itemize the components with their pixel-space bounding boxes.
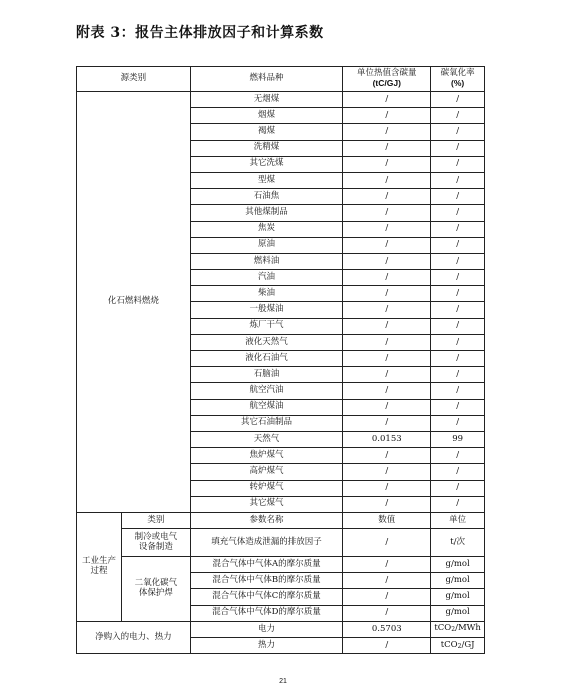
header-oxid-line1: 碳氧化率 — [440, 67, 475, 78]
carbon-content-value: / — [343, 140, 431, 156]
unit-subscript: 2 — [457, 642, 462, 650]
oxidation-rate-value: / — [431, 108, 485, 124]
fuel-name: 石油焦 — [190, 189, 342, 205]
oxidation-rate-value: / — [431, 367, 485, 383]
fuel-name: 其他煤制品 — [190, 205, 342, 221]
fuel-name: 型煤 — [190, 172, 342, 188]
param-unit: g/mol — [431, 573, 485, 589]
group-purchased-power-heat: 净购入的电力、热力 — [77, 621, 191, 653]
oxidation-rate-value: / — [431, 302, 485, 318]
page-number: 21 — [279, 678, 287, 685]
fuel-name: 其它石油制品 — [190, 415, 342, 431]
carbon-content-value: / — [343, 189, 431, 205]
table-header-row — [77, 67, 485, 92]
header-oxid-line2: (%) — [451, 77, 465, 88]
param-name: 填充气体造成泄漏的排放因子 — [190, 529, 342, 557]
param-unit: g/mol — [431, 605, 485, 621]
carbon-content-value: / — [343, 496, 431, 512]
fuel-name: 炼厂干气 — [190, 318, 342, 334]
category-co2weld-line1: 二氧化碳气 — [134, 578, 178, 589]
param-value: / — [343, 589, 431, 605]
header-category: 类别 — [122, 512, 191, 528]
category-refrig-line2: 设备制造 — [138, 541, 173, 552]
page-title: 附表 3：报告主体排放因子和计算系数 — [76, 25, 324, 41]
fuel-name: 石脑油 — [190, 367, 342, 383]
unit-subscript: 2 — [451, 626, 456, 634]
table-row — [77, 529, 485, 557]
fuel-name: 高炉煤气 — [190, 464, 342, 480]
carbon-content-value: / — [343, 334, 431, 350]
param-unit: t/次 — [431, 529, 485, 557]
oxidation-rate-value: / — [431, 464, 485, 480]
table-row — [77, 621, 485, 637]
param-value: / — [343, 605, 431, 621]
param-name: 混合气体中气体B的摩尔质量 — [190, 573, 342, 589]
oxidation-rate-value: / — [431, 351, 485, 367]
param-value: 0.5703 — [343, 621, 431, 637]
oxidation-rate-value: / — [431, 237, 485, 253]
group-fossil-fuel: 化石燃料燃烧 — [77, 92, 191, 513]
fuel-name: 燃料油 — [190, 253, 342, 269]
carbon-content-value: / — [343, 302, 431, 318]
fuel-name: 褐煤 — [190, 124, 342, 140]
industrial-header-row — [77, 512, 485, 528]
oxidation-rate-value: / — [431, 156, 485, 172]
oxidation-rate-value: / — [431, 480, 485, 496]
oxidation-rate-value: / — [431, 124, 485, 140]
oxidation-rate-value: / — [431, 92, 485, 108]
carbon-content-value: / — [343, 367, 431, 383]
header-param-name: 参数名称 — [190, 512, 342, 528]
carbon-content-value: / — [343, 124, 431, 140]
carbon-content-value: / — [343, 399, 431, 415]
carbon-content-value: / — [343, 221, 431, 237]
carbon-content-value: / — [343, 464, 431, 480]
fuel-name: 液化石油气 — [190, 351, 342, 367]
header-fuel-type: 燃料品种 — [190, 67, 342, 92]
oxidation-rate-value: / — [431, 286, 485, 302]
carbon-content-value: / — [343, 205, 431, 221]
fuel-name: 航空煤油 — [190, 399, 342, 415]
carbon-content-value: / — [343, 108, 431, 124]
carbon-content-value: / — [343, 237, 431, 253]
carbon-content-value: / — [343, 383, 431, 399]
param-unit — [431, 621, 485, 637]
table-row — [77, 92, 485, 108]
header-value: 数值 — [343, 512, 431, 528]
param-unit: g/mol — [431, 589, 485, 605]
fuel-name: 无烟煤 — [190, 92, 342, 108]
oxidation-rate-value: / — [431, 221, 485, 237]
fuel-name: 焦炉煤气 — [190, 448, 342, 464]
header-unit: 单位 — [431, 512, 485, 528]
oxidation-rate-value: / — [431, 448, 485, 464]
header-carbon-line2: (tC/GJ) — [372, 77, 401, 88]
param-value: / — [343, 638, 431, 654]
fuel-name: 转炉煤气 — [190, 480, 342, 496]
header-oxidation-rate — [431, 67, 485, 92]
oxidation-rate-value: / — [431, 270, 485, 286]
fuel-name: 烟煤 — [190, 108, 342, 124]
fuel-name: 其它煤气 — [190, 496, 342, 512]
unit-suffix: /MWh — [455, 623, 481, 634]
fuel-name: 柴油 — [190, 286, 342, 302]
oxidation-rate-value: / — [431, 189, 485, 205]
carbon-content-value: / — [343, 156, 431, 172]
category-refrigeration — [122, 529, 191, 557]
param-name: 电力 — [190, 621, 342, 637]
carbon-content-value: / — [343, 351, 431, 367]
carbon-content-value: / — [343, 92, 431, 108]
oxidation-rate-value: / — [431, 318, 485, 334]
category-co2-welding — [122, 557, 191, 622]
header-source-category: 源类别 — [77, 67, 191, 92]
oxidation-rate-value: / — [431, 415, 485, 431]
group-industrial-process — [77, 512, 122, 621]
oxidation-rate-value: / — [431, 383, 485, 399]
fuel-name: 汽油 — [190, 270, 342, 286]
fuel-name: 一般煤油 — [190, 302, 342, 318]
header-carbon-line1: 单位热值含碳量 — [357, 67, 417, 78]
fuel-name: 天然气 — [190, 431, 342, 447]
table-row — [77, 557, 485, 573]
carbon-content-value: / — [343, 448, 431, 464]
emission-factor-table — [76, 66, 485, 654]
group-industrial-line2: 过程 — [90, 565, 108, 576]
fuel-name: 洗精煤 — [190, 140, 342, 156]
oxidation-rate-value: / — [431, 140, 485, 156]
unit-suffix: /GJ — [461, 639, 475, 650]
fuel-name: 其它洗煤 — [190, 156, 342, 172]
carbon-content-value: / — [343, 318, 431, 334]
oxidation-rate-value: / — [431, 253, 485, 269]
category-refrig-line1: 制冷或电气 — [134, 531, 178, 542]
fuel-name: 液化天然气 — [190, 334, 342, 350]
param-value: / — [343, 573, 431, 589]
group-industrial-line1: 工业生产 — [82, 556, 117, 567]
carbon-content-value: / — [343, 172, 431, 188]
unit-prefix: tCO — [440, 639, 458, 650]
carbon-content-value: / — [343, 270, 431, 286]
header-carbon-content — [343, 67, 431, 92]
oxidation-rate-value: / — [431, 399, 485, 415]
param-unit — [431, 638, 485, 654]
param-name: 混合气体中气体A的摩尔质量 — [190, 557, 342, 573]
unit-prefix: tCO — [434, 623, 452, 634]
param-name: 热力 — [190, 638, 342, 654]
oxidation-rate-value: / — [431, 496, 485, 512]
param-name: 混合气体中气体D的摩尔质量 — [190, 605, 342, 621]
carbon-content-value: / — [343, 286, 431, 302]
carbon-content-value: 0.0153 — [343, 431, 431, 447]
oxidation-rate-value: 99 — [431, 431, 485, 447]
oxidation-rate-value: / — [431, 334, 485, 350]
carbon-content-value: / — [343, 253, 431, 269]
param-unit: g/mol — [431, 557, 485, 573]
oxidation-rate-value: / — [431, 205, 485, 221]
fuel-name: 焦炭 — [190, 221, 342, 237]
carbon-content-value: / — [343, 480, 431, 496]
oxidation-rate-value: / — [431, 172, 485, 188]
category-co2weld-line2: 体保护焊 — [138, 587, 173, 598]
param-value: / — [343, 557, 431, 573]
fuel-name: 原油 — [190, 237, 342, 253]
fuel-name: 航空汽油 — [190, 383, 342, 399]
carbon-content-value: / — [343, 415, 431, 431]
param-name: 混合气体中气体C的摩尔质量 — [190, 589, 342, 605]
param-value: / — [343, 529, 431, 557]
